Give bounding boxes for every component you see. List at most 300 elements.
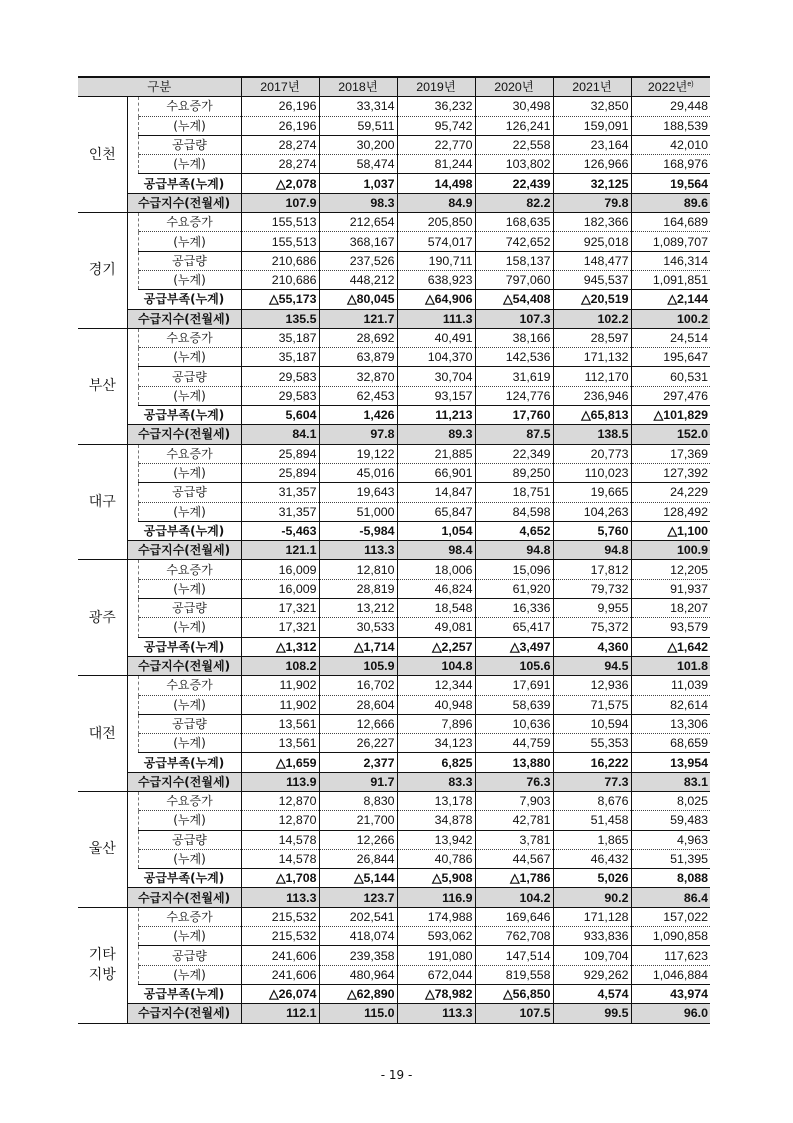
value-cell: 16,009 (241, 579, 319, 598)
indent-spacer (127, 907, 138, 926)
indent-spacer (127, 97, 138, 116)
value-cell: 113.9 (241, 772, 319, 791)
value-cell: 58,639 (475, 695, 553, 714)
value-cell: 22,349 (475, 444, 553, 463)
value-cell: 195,647 (631, 348, 710, 367)
indent-spacer (127, 791, 138, 810)
value-cell: 158,137 (475, 251, 553, 270)
value-cell: 12,936 (553, 676, 631, 695)
value-cell: 26,227 (319, 734, 397, 753)
value-cell: 12,810 (319, 560, 397, 579)
value-cell: 42,781 (475, 811, 553, 830)
value-cell: 24,229 (631, 483, 710, 502)
value-cell: 45,016 (319, 463, 397, 482)
value-cell: 12,870 (241, 791, 319, 810)
value-cell: 61,920 (475, 579, 553, 598)
value-cell: 945,537 (553, 270, 631, 289)
value-cell: 51,395 (631, 849, 710, 868)
value-cell: 103,802 (475, 155, 553, 174)
value-cell: 89.3 (397, 425, 475, 444)
value-cell: △54,408 (475, 290, 553, 309)
value-cell: 44,567 (475, 849, 553, 868)
value-cell: 26,844 (319, 849, 397, 868)
table-row (78, 753, 710, 772)
value-cell: △20,519 (553, 290, 631, 309)
table-row (78, 367, 710, 386)
value-cell: 10,636 (475, 714, 553, 733)
value-cell: 8,830 (319, 791, 397, 810)
table-row (78, 946, 710, 965)
table-row (78, 155, 710, 174)
table-row (78, 676, 710, 695)
value-cell: 89.6 (631, 193, 710, 212)
region-name: 인천 (78, 97, 127, 213)
indent-spacer (127, 463, 138, 482)
header-year: 2021년 (553, 77, 631, 97)
value-cell: 40,948 (397, 695, 475, 714)
supply-demand-table (78, 76, 710, 1024)
value-cell: 31,619 (475, 367, 553, 386)
region-name: 대구 (78, 444, 127, 560)
value-cell: 448,212 (319, 270, 397, 289)
value-cell: 164,689 (631, 213, 710, 232)
value-cell: 155,513 (241, 232, 319, 251)
row-label: 수급지수(전월세) (127, 309, 241, 328)
row-label: (누계) (138, 734, 241, 753)
value-cell: 13,954 (631, 753, 710, 772)
value-cell: 97.8 (319, 425, 397, 444)
value-cell: △64,906 (397, 290, 475, 309)
indent-spacer (127, 251, 138, 270)
value-cell: 31,357 (241, 502, 319, 521)
value-cell: 86.4 (631, 888, 710, 907)
table-row (78, 232, 710, 251)
value-cell: 107.5 (475, 1004, 553, 1023)
row-label: (누계) (138, 270, 241, 289)
indent-spacer (127, 927, 138, 946)
indent-spacer (127, 502, 138, 521)
value-cell: △1,312 (241, 637, 319, 656)
value-cell: 239,358 (319, 946, 397, 965)
value-cell: 297,476 (631, 386, 710, 405)
row-label: 공급량 (138, 946, 241, 965)
table-row (78, 97, 710, 116)
value-cell: 368,167 (319, 232, 397, 251)
row-label: 공급량 (138, 599, 241, 618)
value-cell: 8,025 (631, 791, 710, 810)
table-row (78, 174, 710, 193)
value-cell: 797,060 (475, 270, 553, 289)
value-cell: 51,000 (319, 502, 397, 521)
table-row (78, 965, 710, 984)
header-year (631, 77, 710, 97)
value-cell: 6,825 (397, 753, 475, 772)
value-cell: 12,205 (631, 560, 710, 579)
value-cell: 5,760 (553, 521, 631, 540)
value-cell: 4,963 (631, 830, 710, 849)
value-cell: △2,257 (397, 637, 475, 656)
value-cell: 215,532 (241, 927, 319, 946)
value-cell: 210,686 (241, 251, 319, 270)
value-cell: 100.2 (631, 309, 710, 328)
value-cell: 17,321 (241, 599, 319, 618)
value-cell: 32,870 (319, 367, 397, 386)
value-cell: 1,089,707 (631, 232, 710, 251)
value-cell: 91.7 (319, 772, 397, 791)
value-cell: 124,776 (475, 386, 553, 405)
value-cell: 9,955 (553, 599, 631, 618)
value-cell: 115.0 (319, 1004, 397, 1023)
value-cell: 155,513 (241, 213, 319, 232)
value-cell: 59,511 (319, 116, 397, 135)
value-cell: 71,575 (553, 695, 631, 714)
table-row (78, 328, 710, 347)
value-cell: 101.8 (631, 656, 710, 675)
row-label: (누계) (138, 965, 241, 984)
value-cell: 33,314 (319, 97, 397, 116)
value-cell: 168,635 (475, 213, 553, 232)
value-cell: 593,062 (397, 927, 475, 946)
table-row (78, 984, 710, 1003)
value-cell: 18,207 (631, 599, 710, 618)
value-cell: 20,773 (553, 444, 631, 463)
value-cell: 1,037 (319, 174, 397, 193)
indent-spacer (127, 618, 138, 637)
value-cell: 174,988 (397, 907, 475, 926)
value-cell: 11,039 (631, 676, 710, 695)
value-cell: 111.3 (397, 309, 475, 328)
row-label: 공급량 (138, 251, 241, 270)
value-cell: 16,702 (319, 676, 397, 695)
value-cell: 2,377 (319, 753, 397, 772)
value-cell: 32,125 (553, 174, 631, 193)
value-cell: 91,937 (631, 579, 710, 598)
value-cell: 126,241 (475, 116, 553, 135)
value-cell: 34,123 (397, 734, 475, 753)
table-header-row (78, 77, 710, 97)
value-cell: 13,306 (631, 714, 710, 733)
value-cell: 205,850 (397, 213, 475, 232)
value-cell: 77.3 (553, 772, 631, 791)
value-cell: 42,010 (631, 135, 710, 154)
value-cell: 762,708 (475, 927, 553, 946)
value-cell: 480,964 (319, 965, 397, 984)
value-cell: 17,321 (241, 618, 319, 637)
value-cell: 94.5 (553, 656, 631, 675)
value-cell: 65,847 (397, 502, 475, 521)
row-label: 공급부족(누계) (127, 174, 241, 193)
value-cell: 123.7 (319, 888, 397, 907)
value-cell: 79.8 (553, 193, 631, 212)
table-row (78, 734, 710, 753)
value-cell: 13,942 (397, 830, 475, 849)
indent-spacer (127, 946, 138, 965)
value-cell: 76.3 (475, 772, 553, 791)
indent-spacer (127, 695, 138, 714)
value-cell: △3,497 (475, 637, 553, 656)
value-cell: △62,890 (319, 984, 397, 1003)
value-cell: 36,232 (397, 97, 475, 116)
row-label: 공급부족(누계) (127, 637, 241, 656)
table-row (78, 849, 710, 868)
value-cell: 59,483 (631, 811, 710, 830)
row-label: (누계) (138, 927, 241, 946)
region-name: 기타 지방 (78, 907, 127, 1023)
table-row (78, 772, 710, 791)
value-cell: 25,894 (241, 463, 319, 482)
value-cell: 169,646 (475, 907, 553, 926)
value-cell: 83.3 (397, 772, 475, 791)
value-cell: 1,865 (553, 830, 631, 849)
value-cell: 35,187 (241, 328, 319, 347)
region-name: 부산 (78, 328, 127, 444)
value-cell: 113.3 (319, 541, 397, 560)
value-cell: 171,132 (553, 348, 631, 367)
value-cell: 157,022 (631, 907, 710, 926)
value-cell: 104.2 (475, 888, 553, 907)
table-row (78, 541, 710, 560)
value-cell: 4,652 (475, 521, 553, 540)
table-row (78, 637, 710, 656)
table-row (78, 270, 710, 289)
table-row (78, 386, 710, 405)
value-cell: 112,170 (553, 367, 631, 386)
value-cell: 38,166 (475, 328, 553, 347)
value-cell: 22,770 (397, 135, 475, 154)
value-cell: 100.9 (631, 541, 710, 560)
region-name: 경기 (78, 213, 127, 329)
value-cell: 212,654 (319, 213, 397, 232)
value-cell: 418,074 (319, 927, 397, 946)
value-cell: 94.8 (475, 541, 553, 560)
row-label: 수요증가 (138, 213, 241, 232)
table-row (78, 560, 710, 579)
value-cell: 22,558 (475, 135, 553, 154)
value-cell: 121.7 (319, 309, 397, 328)
row-label: 수급지수(전월세) (127, 193, 241, 212)
value-cell: 241,606 (241, 946, 319, 965)
value-cell: 110,023 (553, 463, 631, 482)
value-cell: 104.8 (397, 656, 475, 675)
row-label: (누계) (138, 695, 241, 714)
row-label: 수요증가 (138, 791, 241, 810)
table-row (78, 463, 710, 482)
value-cell: 116.9 (397, 888, 475, 907)
value-cell: 8,088 (631, 869, 710, 888)
value-cell: 7,903 (475, 791, 553, 810)
value-cell: 237,526 (319, 251, 397, 270)
value-cell: 925,018 (553, 232, 631, 251)
value-cell: 19,643 (319, 483, 397, 502)
table-row (78, 406, 710, 425)
value-cell: 14,578 (241, 849, 319, 868)
value-cell: 28,819 (319, 579, 397, 598)
table-row (78, 213, 710, 232)
row-label: 공급부족(누계) (127, 406, 241, 425)
value-cell: 13,178 (397, 791, 475, 810)
row-label: 수요증가 (138, 444, 241, 463)
value-cell: 17,812 (553, 560, 631, 579)
value-cell: 51,458 (553, 811, 631, 830)
table-row (78, 502, 710, 521)
value-cell: 30,704 (397, 367, 475, 386)
value-cell: 44,759 (475, 734, 553, 753)
table-row (78, 927, 710, 946)
value-cell: 63,879 (319, 348, 397, 367)
row-label: 공급량 (138, 367, 241, 386)
value-cell: 17,760 (475, 406, 553, 425)
value-cell: 26,196 (241, 116, 319, 135)
table-row (78, 811, 710, 830)
row-label: (누계) (138, 155, 241, 174)
value-cell: 25,894 (241, 444, 319, 463)
header-year: 2017년 (241, 77, 319, 97)
value-cell: 17,691 (475, 676, 553, 695)
table-row (78, 791, 710, 810)
indent-spacer (127, 560, 138, 579)
value-cell: 127,392 (631, 463, 710, 482)
value-cell: 929,262 (553, 965, 631, 984)
value-cell: △1,708 (241, 869, 319, 888)
header-category: 구분 (78, 77, 241, 97)
value-cell: 29,583 (241, 367, 319, 386)
value-cell: 117,623 (631, 946, 710, 965)
table-row (78, 116, 710, 135)
value-cell: 11,213 (397, 406, 475, 425)
row-label: (누계) (138, 502, 241, 521)
value-cell: 21,885 (397, 444, 475, 463)
value-cell: 109,704 (553, 946, 631, 965)
indent-spacer (127, 367, 138, 386)
value-cell: 138.5 (553, 425, 631, 444)
header-year: 2019년 (397, 77, 475, 97)
value-cell: 3,781 (475, 830, 553, 849)
row-label: 수급지수(전월세) (127, 656, 241, 675)
header-year: 2020년 (475, 77, 553, 97)
row-label: 수급지수(전월세) (127, 772, 241, 791)
value-cell: 28,597 (553, 328, 631, 347)
value-cell: 7,896 (397, 714, 475, 733)
value-cell: 28,274 (241, 155, 319, 174)
row-label: (누계) (138, 348, 241, 367)
value-cell: 82.2 (475, 193, 553, 212)
value-cell: 19,564 (631, 174, 710, 193)
indent-spacer (127, 348, 138, 367)
value-cell: △1,714 (319, 637, 397, 656)
value-cell: 148,477 (553, 251, 631, 270)
value-cell: △1,786 (475, 869, 553, 888)
value-cell: 1,091,851 (631, 270, 710, 289)
table-row (78, 1004, 710, 1023)
row-label: 공급부족(누계) (127, 869, 241, 888)
value-cell: 152.0 (631, 425, 710, 444)
value-cell: 182,366 (553, 213, 631, 232)
row-label: 수요증가 (138, 560, 241, 579)
row-label: (누계) (138, 849, 241, 868)
value-cell: 14,578 (241, 830, 319, 849)
value-cell: 65,417 (475, 618, 553, 637)
value-cell: 49,081 (397, 618, 475, 637)
value-cell: 29,448 (631, 97, 710, 116)
row-label: 수급지수(전월세) (127, 1004, 241, 1023)
value-cell: 104,263 (553, 502, 631, 521)
value-cell: 28,692 (319, 328, 397, 347)
value-cell: 142,536 (475, 348, 553, 367)
indent-spacer (127, 849, 138, 868)
region-name: 광주 (78, 560, 127, 676)
value-cell: 11,902 (241, 695, 319, 714)
value-cell: 107.3 (475, 309, 553, 328)
value-cell: 60,531 (631, 367, 710, 386)
value-cell: 23,164 (553, 135, 631, 154)
table-row (78, 135, 710, 154)
indent-spacer (127, 270, 138, 289)
value-cell: 19,122 (319, 444, 397, 463)
table-row (78, 714, 710, 733)
value-cell: △2,144 (631, 290, 710, 309)
value-cell: 672,044 (397, 965, 475, 984)
value-cell: 28,604 (319, 695, 397, 714)
value-cell: 241,606 (241, 965, 319, 984)
indent-spacer (127, 579, 138, 598)
value-cell: 32,850 (553, 97, 631, 116)
estimate-note: e) (687, 81, 694, 89)
indent-spacer (127, 232, 138, 251)
value-cell: 13,561 (241, 734, 319, 753)
indent-spacer (127, 811, 138, 830)
value-cell: 4,574 (553, 984, 631, 1003)
value-cell: 10,594 (553, 714, 631, 733)
value-cell: 215,532 (241, 907, 319, 926)
table-row (78, 193, 710, 212)
table-row (78, 425, 710, 444)
value-cell: 93,157 (397, 386, 475, 405)
row-label: (누계) (138, 463, 241, 482)
value-cell: 168,976 (631, 155, 710, 174)
value-cell: 135.5 (241, 309, 319, 328)
indent-spacer (127, 116, 138, 135)
value-cell: 93,579 (631, 618, 710, 637)
indent-spacer (127, 714, 138, 733)
value-cell: 11,902 (241, 676, 319, 695)
value-cell: △80,045 (319, 290, 397, 309)
table-row (78, 869, 710, 888)
value-cell: 40,786 (397, 849, 475, 868)
value-cell: 105.6 (475, 656, 553, 675)
value-cell: 17,369 (631, 444, 710, 463)
table-row (78, 251, 710, 270)
value-cell: 95,742 (397, 116, 475, 135)
value-cell: 113.3 (241, 888, 319, 907)
value-cell: 30,200 (319, 135, 397, 154)
table-row (78, 444, 710, 463)
value-cell: 94.8 (553, 541, 631, 560)
value-cell: 84.9 (397, 193, 475, 212)
value-cell: 18,751 (475, 483, 553, 502)
indent-spacer (127, 676, 138, 695)
table-row (78, 618, 710, 637)
table-row (78, 579, 710, 598)
value-cell: 107.9 (241, 193, 319, 212)
value-cell: △101,829 (631, 406, 710, 425)
row-label: 수요증가 (138, 907, 241, 926)
header-year: 2018년 (319, 77, 397, 97)
value-cell: △1,642 (631, 637, 710, 656)
table-row (78, 309, 710, 328)
indent-spacer (127, 444, 138, 463)
region-name: 대전 (78, 676, 127, 792)
value-cell: △1,659 (241, 753, 319, 772)
